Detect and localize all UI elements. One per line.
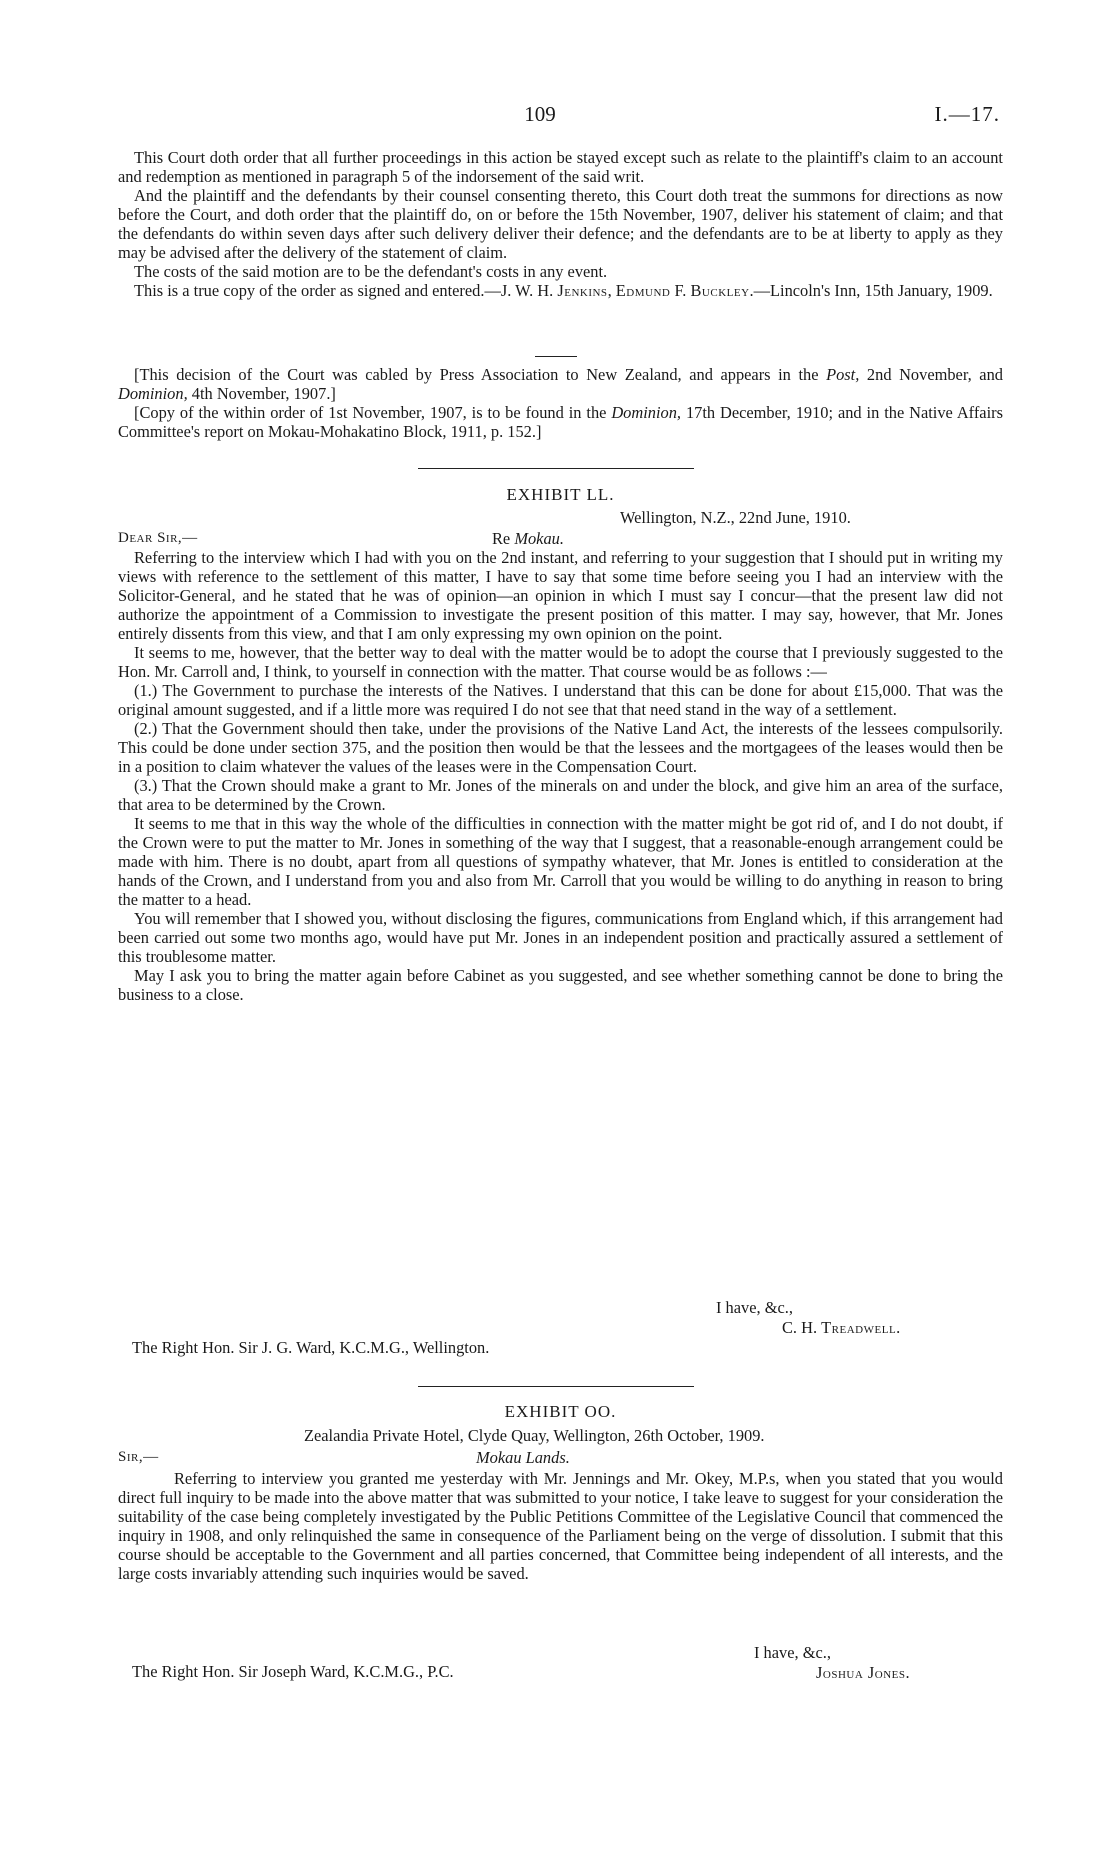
page-number: 109 [524, 102, 556, 126]
re-prefix: Re [492, 529, 511, 548]
exhibit-oo-addressee: The Right Hon. Sir Joseph Ward, K.C.M.G., P.C. [132, 1662, 454, 1681]
exhibit-ll-paragraph-6: It seems to me that in this way the whole of the difficulties in connection with the matter might be got rid of, and I do not doubt, if the Crown were to put the matter to Mr. Jones in something of the way that I suggest, that a reasonable-enough arrangement could be made with him. There is no doubt, apart from all questions of sympathy whatever, that Mr. Jones is entitled to consideration at the hands of the Crown, and I understand from you and also from Mr. Carroll that you would be willing to do anything in reason to bring the matter to a head. [118, 814, 1003, 909]
exhibit-ll-paragraph-5: (3.) That the Crown should make a grant to Mr. Jones of the minerals on and under the block, and give him an area of the surface, that area to be determined by the Crown. [118, 776, 1003, 814]
re-subject: Mokau. [514, 529, 564, 548]
signatory-buckley: Buckley [690, 281, 750, 300]
signatory-initial: F. [674, 281, 687, 300]
note-1-text-c: 4th November, 1907.] [191, 384, 336, 403]
exhibit-ll-paragraph-3: (1.) The Government to purchase the interests of the Natives. I understand that this can be done for about £15,000. That was the original amount suggested, and if a little more was required I do not see that that need stand in the way of a settlement. [118, 681, 1003, 719]
note-1 [118, 365, 1003, 403]
order-paragraph-4 [118, 281, 1003, 300]
certification-text: This is a true copy of the order as signed and entered.—J. W. H. [134, 281, 554, 300]
exhibit-ll-paragraph-1: Referring to the interview which I had with you on the 2nd instant, and referring to your suggestion that I should put in writing my views with reference to the settlement of this matter, I have to say that some time before seeing you I had an interview with the Solicitor-General, and he stated that he was of opinion—an opinion in which I must say I concur—that the present law did not authorize the appointment of a Commission to investigate the present position of this matter. I may say, however, that Mr. Jones entirely dissents from this view, and that I am only expressing my own opinion on the point. [118, 548, 1003, 643]
exhibit-oo-title: EXHIBIT OO. [504, 1402, 617, 1421]
court-order-section [118, 148, 1003, 300]
note-2-dominion: Dominion, [611, 403, 682, 422]
signature-name: Treadwell. [821, 1318, 901, 1337]
exhibit-oo-salutation: Sir,— [118, 1449, 159, 1465]
note-1-post: Post, [826, 365, 860, 384]
exhibit-ll-paragraph-2: It seems to me, however, that the better way to deal with the matter would be to adopt the course that I previously suggested to the Hon. Mr. Carroll and, I think, to yourself in connection with the matter. That course would be as follows :— [118, 643, 1003, 681]
signature-initials: C. H. [782, 1318, 818, 1337]
short-divider [535, 356, 577, 357]
exhibit-oo-signature: Joshua Jones. [816, 1663, 911, 1682]
subject-text: Mokau Lands. [476, 1448, 570, 1467]
certification-place-date: .—Lincoln's Inn, 15th January, 1909. [749, 281, 993, 300]
exhibit-oo-body [118, 1469, 1003, 1583]
exhibit-oo-closing: I have, &c., [754, 1643, 831, 1662]
signatory-jenkins: Jenkins [557, 281, 608, 300]
note-2-text: [Copy of the within order of 1st November, 1907, is to be found in the [134, 403, 607, 422]
page-reference: I.—17. [934, 102, 1000, 126]
exhibit-ll-paragraph-7: You will remember that I showed you, without disclosing the figures, communications from England which, if this arrangement had been carried out some two months ago, would have put Mr. Jones in an independent position and practically assured a settlement of this troublesome matter. [118, 909, 1003, 966]
exhibit-ll-salutation: Dear Sir,— [118, 530, 198, 546]
exhibit-oo-subject [476, 1448, 570, 1468]
note-1-dominion: Dominion, [118, 384, 188, 403]
exhibit-ll-closing: I have, &c., [716, 1298, 793, 1317]
section-divider [418, 468, 694, 469]
section-divider-2 [418, 1386, 694, 1387]
signatory-edmund: Edmund [615, 281, 671, 300]
exhibit-ll-paragraph-8: May I ask you to bring the matter again before Cabinet as you suggested, and see whether something cannot be done to bring the business to a close. [118, 966, 1003, 1004]
exhibit-ll-title: EXHIBIT LL. [506, 485, 615, 504]
exhibit-ll-signature [782, 1318, 901, 1338]
exhibit-ll-re-line [492, 529, 564, 549]
note-1-text-b: 2nd November, and [866, 365, 1003, 384]
exhibit-ll-paragraph-4: (2.) That the Government should then take, under the provisions of the Native Land Act, the interests of the lessees compulsorily. This could be done under section 375, and the position then would be that the lessees and the mortgagees of the leases would then be in a position to claim whatever the values of the leases were in the Compensation Court. [118, 719, 1003, 776]
note-2 [118, 403, 1003, 441]
editorial-notes [118, 365, 1003, 441]
separator: , [607, 281, 612, 300]
note-1-text: [This decision of the Court was cabled by Press Association to New Zealand, and appears in the [134, 365, 819, 384]
order-paragraph-3: The costs of the said motion are to be the defendant's costs in any event. [134, 262, 608, 281]
exhibit-ll-addressee: The Right Hon. Sir J. G. Ward, K.C.M.G., Wellington. [132, 1338, 490, 1357]
exhibit-oo-paragraph-1: Referring to interview you granted me yesterday with Mr. Jennings and Mr. Okey, M.P.s, when you stated that you would direct full inquiry to be made into the above matter that was submitted to your notice, I take leave to suggest for your consideration the suitability of the case being completely investigated by the Public Petitions Committee of the Legislative Council that commenced the inquiry in 1908, and only relinquished the same in consequence of the Parliament being on the verge of dissolution. I submit that this course should be acceptable to the Government and all parties concerned, that Committee being independent of all interests, and the large costs invariably attending such inquiries would be saved. [118, 1469, 1003, 1583]
exhibit-ll-place-date: Wellington, N.Z., 22nd June, 1910. [620, 508, 851, 527]
note-2-text-b: 17th December, 1910; and in the Native Affairs Committee's report on Mokau-Mohakatino Block, 1911, p. 152.] [118, 403, 1003, 441]
exhibit-ll-body [118, 548, 1003, 1004]
order-paragraph-1: This Court doth order that all further proceedings in this action be stayed except such as relate to the plaintiff's claim to an account and redemption as mentioned in paragraph 5 of the indorsement of the said writ. [118, 148, 1003, 186]
exhibit-oo-place-date: Zealandia Private Hotel, Clyde Quay, Wellington, 26th October, 1909. [304, 1426, 765, 1445]
order-paragraph-2: And the plaintiff and the defendants by their counsel consenting thereto, this Court doth treat the summons for directions as now before the Court, and doth order that the plaintiff do, on or before the 15th November, 1907, deliver his statement of claim; and that the defendants do within seven days after such delivery deliver their defence; and the defendants are to be at liberty to apply as they may be advised after the delivery of the statement of claim. [118, 186, 1003, 262]
